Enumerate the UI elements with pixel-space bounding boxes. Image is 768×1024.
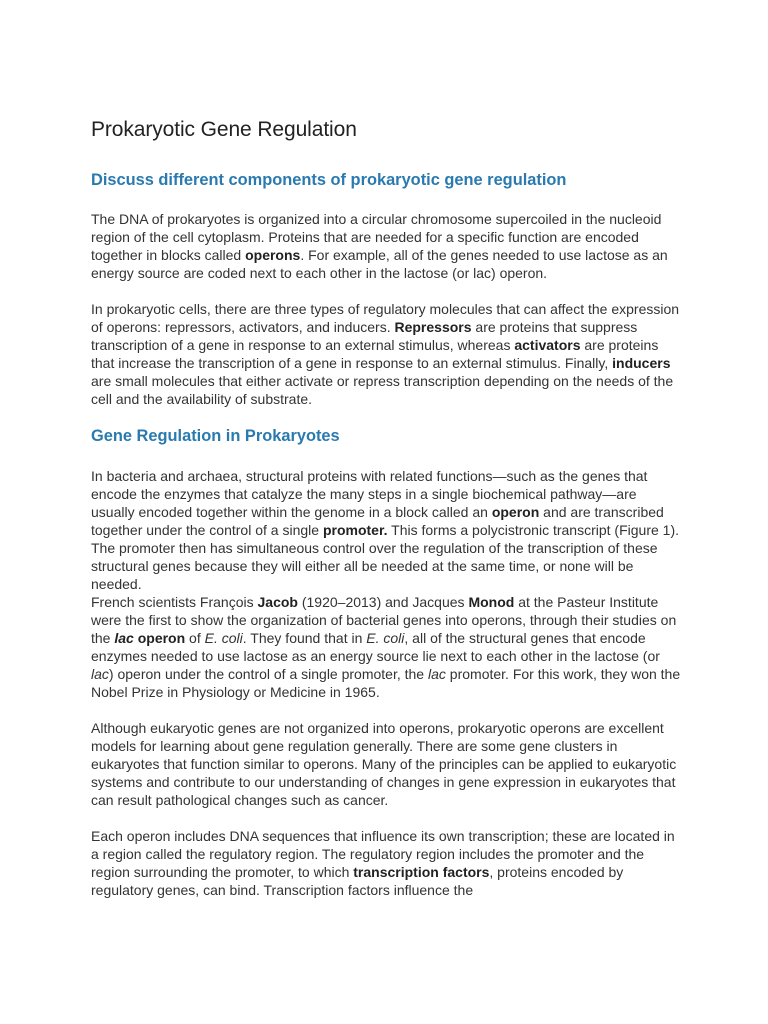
gene-name: lac [91,666,109,682]
term-promoter: promoter. [322,522,388,538]
text-run: This forms a polycistronic transcript (Figure 1). The promoter then has simultaneous control over the regulation of the transcription of these structural genes because they will either all be needed at the same time, or none will be needed. [91,522,680,592]
term-repressors: Repressors [394,319,472,335]
paragraph-regulatory-region [91,827,683,899]
text-run: In prokaryotic cells, there are three types of regulatory molecules that can affect the expression of operons: repressors, activators, and inducers. [91,301,680,335]
term-inducers: inducers [612,355,671,371]
term-lac-italic: lac [114,630,134,646]
text-run: In bacteria and archaea, structural proteins with related functions—such as the genes that encode the enzymes that catalyze the many steps in a single biochemical pathway—are usually encoded together within the genome in a block called an [91,468,648,520]
text-run: , all of the structural genes that encode enzymes needed to use lactose as an energy source lie next to each other in the lactose (or [91,630,660,664]
document-page [91,116,683,899]
text-run: . They found that in [242,630,367,646]
term-transcription-factors: transcription factors [353,864,490,880]
paragraph-eukaryotic-comparison: Although eukaryotic genes are not organized into operons, prokaryotic operons are excellent models for learning about gene regulation generally. There are some gene clusters in eukaryotes that function similar to operons. Many of the principles can be applied to eukaryotic systems and contribute to our understanding of changes in gene expression in eukaryotes that can result pathological changes such as cancer. [91,720,677,808]
term-jacob: Jacob [257,594,298,610]
species-name: E. coli [366,630,405,646]
text-run: operon [133,630,186,646]
text-run: promoter. For this work, they won the Nobel Prize in Physiology or Medicine in 1965. [91,666,681,700]
species-name: E. coli [204,630,243,646]
text-run: The DNA of prokaryotes is organized into a circular chromosome supercoiled in the nucleoid region of the cell cytoplasm. Proteins that are needed for a specific function are encoded together in blocks called [91,211,662,263]
term-operons: operons [245,247,301,263]
paragraph-dna-organization [91,210,683,282]
section-heading-gene-regulation: Gene Regulation in Prokaryotes [91,427,340,445]
page-title: Prokaryotic Gene Regulation [91,118,357,141]
text-run: Each operon includes DNA sequences that influence its own transcription; these are located in a region called the regulatory region. The regulatory region includes the promoter and the region surrounding the promoter, to which [91,828,675,880]
text-run: are proteins that suppress transcription of a gene in response to an external stimulus, whereas [91,319,638,353]
term-operon: operon [491,504,540,520]
paragraph-regulatory-molecules [91,300,683,408]
text-run: are small molecules that either activate or repress transcription depending on the needs of the cell and the availability of substrate. [91,373,674,407]
term-activators: activators [514,337,581,353]
text-run: ) operon under the control of a single promoter, the [108,666,428,682]
gene-name: lac [428,666,446,682]
paragraph-jacob-monod [91,593,683,701]
text-run: are proteins that increase the transcription of a gene in response to an external stimulus. Finally, [91,337,659,371]
section-heading-components: Discuss different components of prokaryotic gene regulation [91,171,567,189]
text-run: and are transcribed together under the control of a single [91,504,664,538]
term-monod: Monod [468,594,515,610]
text-run: at the Pasteur Institute were the first to show the organization of bacterial genes into operons, through their studies on the [91,594,677,646]
text-run: of [185,630,205,646]
text-run: (1920–2013) and Jacques [297,594,469,610]
term-lac-operon [114,630,185,646]
text-run: French scientists François [91,594,258,610]
text-run: . For example, all of the genes needed to use lactose as an energy source are coded next to each other in the lactose (or lac) operon. [91,247,668,281]
paragraph-operon-structure [91,467,683,593]
text-run: , proteins encoded by regulatory genes, can bind. Transcription factors influence the [91,864,624,898]
